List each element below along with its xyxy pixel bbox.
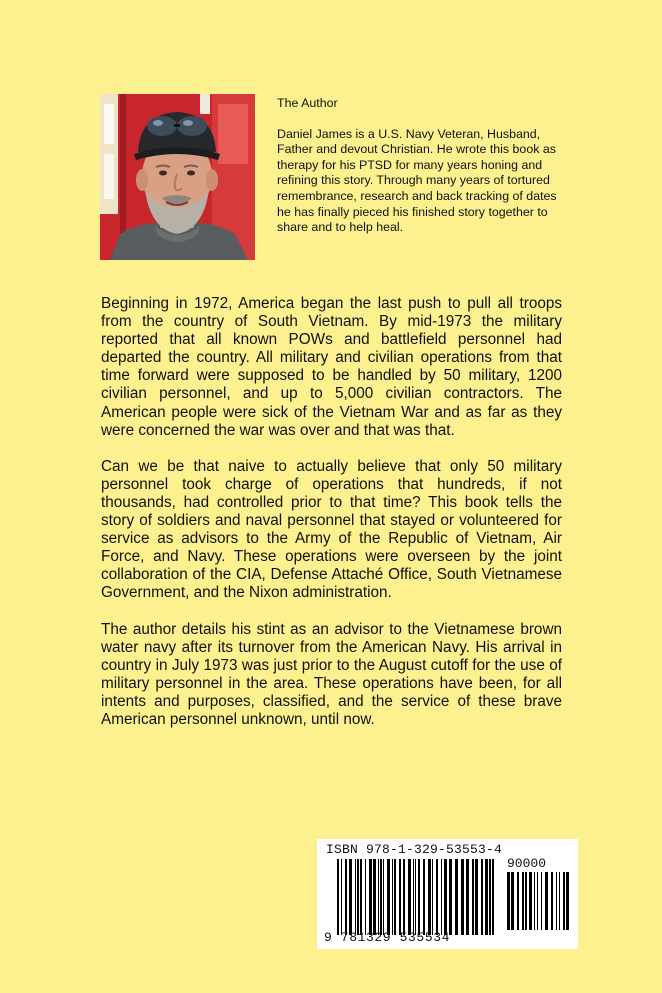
author-bio: Daniel James is a U.S. Navy Veteran, Husband, Father and devout Christian. He wrote this book as therapy for his PTSD for many years honing and refining this story. Through many years of tortured remembrance, research and back tracking of dates he has finally pieced his finished story together to share and to help heal. xyxy=(277,126,557,235)
blurb-paragraph: Can we be that naive to actually believe that only 50 military personnel took charge of operations that hundreds, if not thousands, had controlled prior to that time? This book tells the story of soldiers and naval personnel that stayed or volunteered for service as advisors to the Army of the Republic of Vietnam, Air Force, and Navy. These operations were overseen by the joint collaboration of the CIA, Defense Attaché Office, South Vietnamese Government, and the Nixon administration. xyxy=(101,457,562,602)
author-photo xyxy=(100,94,255,260)
blurb-paragraph: The author details his stint as an advisor to the Vietnamese brown water navy after its turnover from the American Navy. His arrival in country in July 1973 was just prior to the August cutoff for the use of military personnel in the area. These operations have been, for all intents and purposes, classified, and the service of these brave American personnel unknown, until now. xyxy=(101,620,562,728)
price-code: 90000 xyxy=(507,856,547,871)
isbn-barcode xyxy=(317,839,578,949)
isbn-label: ISBN 978-1-329-53553-4 xyxy=(326,842,503,857)
ean-barcode-bars xyxy=(337,859,497,935)
author-heading: The Author xyxy=(277,96,338,110)
ean-digits: 9 781329 535534 xyxy=(324,930,451,945)
blurb-paragraph: Beginning in 1972, America began the last push to pull all troops from the country of South Vietnam. By mid-1973 the military reported that all known POWs and battlefield personnel had departed the country. All military and civilian operations from that time forward were supposed to be handled by 50 military, 1200 civilian personnel, and up to 5,000 civilian contractors. The American people were sick of the Vietnam War and as far as they were concerned the war was over and that was that. xyxy=(101,295,562,439)
price-barcode-bars xyxy=(507,872,569,930)
author-section xyxy=(277,96,567,236)
book-blurb xyxy=(101,295,562,747)
